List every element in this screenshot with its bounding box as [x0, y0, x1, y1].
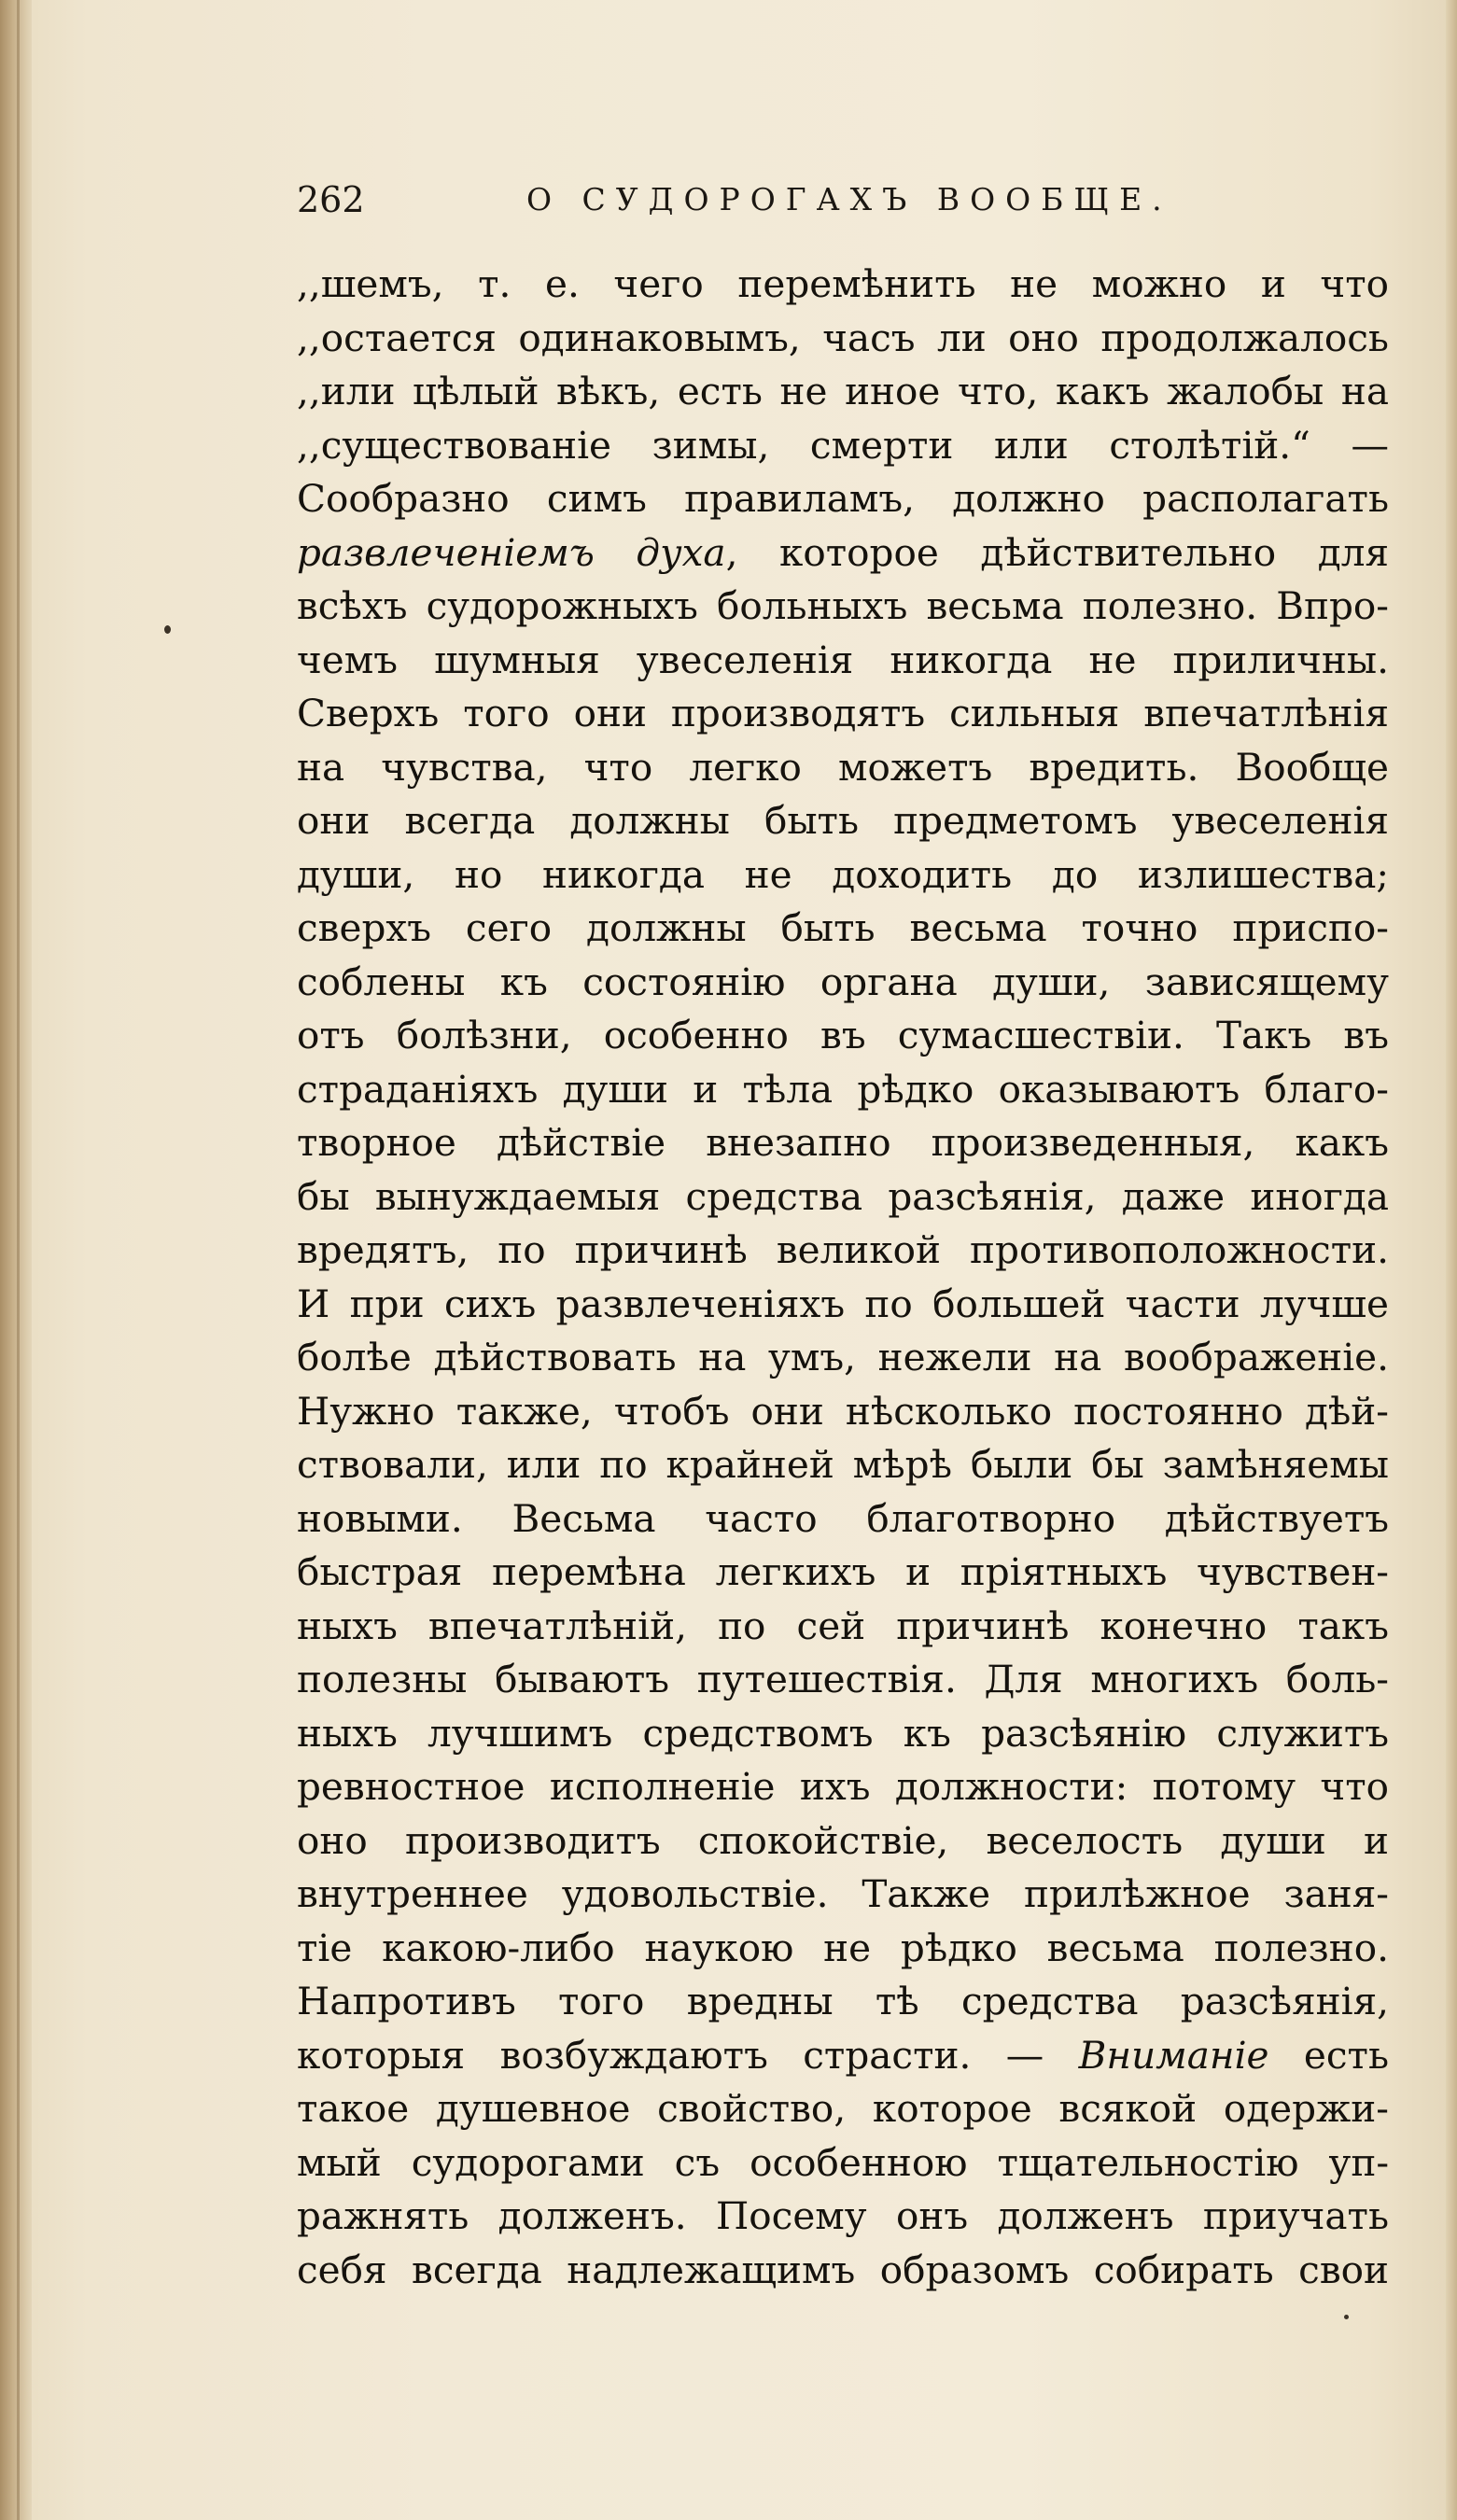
line-text: ,,существованіе зимы, смерти или столѣтій.“ — — [297, 422, 1389, 468]
line-text: мый судорогами съ особенною тщательностію уп- — [297, 2139, 1389, 2185]
line-text-continued: , которое дѣйствительно для — [725, 529, 1389, 575]
running-head: О СУДОРОГАХЪ ВООБЩЕ. — [526, 181, 1172, 217]
text-line — [297, 312, 1389, 366]
line-text: всѣхъ судорожныхъ больныхъ весьма полезно. Впро- — [297, 583, 1389, 628]
page-binding-shadow — [0, 0, 32, 2520]
text-line — [297, 1975, 1389, 2029]
text-line — [297, 1707, 1389, 1761]
text-line — [297, 1760, 1389, 1814]
line-text: чемъ шумныя увеселенія никогда не приличны. — [297, 637, 1389, 682]
text-line — [297, 1116, 1389, 1170]
text-line — [297, 2244, 1389, 2298]
text-line — [297, 794, 1389, 848]
line-text: оно производитъ спокойствіе, веселость души и — [297, 1817, 1389, 1863]
line-text: быстрая перемѣна легкихъ и пріятныхъ чувствен- — [297, 1549, 1389, 1594]
line-text: соблены къ состоянію органа души, зависящему — [297, 959, 1389, 1004]
text-line — [297, 1546, 1389, 1600]
line-text: такое душевное свойство, которое всякой одержи- — [297, 2086, 1389, 2131]
line-text: ,,или цѣлый вѣкъ, есть не иное что, какъ жалобы на — [297, 369, 1389, 413]
line-text: они всегда должны быть предметомъ увеселенія — [297, 798, 1389, 843]
text-line — [297, 2190, 1389, 2244]
italic-emphasis: Вниманіе — [1078, 2032, 1269, 2078]
text-line — [297, 1224, 1389, 1278]
line-text: болѣе дѣйствовать на умъ, нежели на воображеніе. — [297, 1335, 1389, 1379]
line-text: вредятъ, по причинѣ великой противоположности. — [297, 1227, 1389, 1272]
text-line — [297, 472, 1389, 526]
line-text: страданіяхъ души и тѣла рѣдко оказываютъ благо- — [297, 1066, 1389, 1112]
text-line — [297, 687, 1389, 741]
text-line — [297, 634, 1389, 688]
text-line — [297, 365, 1389, 419]
line-text: ныхъ впечатлѣній, по сей причинѣ конечно такъ — [297, 1603, 1389, 1648]
line-text: ныхъ лучшимъ средствомъ къ разсѣянію служитъ — [297, 1710, 1389, 1756]
text-line — [297, 258, 1389, 312]
line-text-continued: есть — [1268, 2032, 1389, 2078]
text-line — [297, 1331, 1389, 1385]
line-text: бы вынуждаемыя средства разсѣянія, даже иногда — [297, 1173, 1389, 1219]
text-line — [297, 1868, 1389, 1922]
text-line — [297, 848, 1389, 903]
line-text: внутреннее удовольствіе. Также прилѣжное заня- — [297, 1871, 1389, 1916]
text-line — [297, 1653, 1389, 1707]
text-line — [297, 902, 1389, 956]
text-line — [297, 1009, 1389, 1063]
text-line — [297, 2136, 1389, 2191]
text-line — [297, 2082, 1389, 2136]
text-line — [297, 741, 1389, 795]
text-line — [297, 1492, 1389, 1547]
line-text: ,,шемъ, т. е. чего перемѣнить не можно и что — [297, 261, 1389, 306]
page-binding-edge — [17, 0, 20, 2520]
line-text: творное дѣйствіе внезапно произведенныя, какъ — [297, 1120, 1389, 1165]
line-text: ревностное исполненіе ихъ должности: потому что — [297, 1764, 1389, 1809]
line-text: Нужно также, чтобъ они нѣсколько постоянно дѣй- — [297, 1388, 1389, 1434]
text-line — [297, 1063, 1389, 1117]
text-line — [297, 2029, 1389, 2083]
text-line — [297, 956, 1389, 1010]
italic-emphasis: развлеченіемъ духа — [297, 529, 726, 575]
paper-speck — [164, 625, 171, 634]
text-line — [297, 419, 1389, 473]
line-text: сверхъ сего должны быть весьма точно приспо- — [297, 905, 1389, 950]
page-right-edge — [1446, 0, 1457, 2520]
line-text: ствовали, или по крайней мѣрѣ были бы замѣняемы — [297, 1442, 1389, 1487]
page-number: 262 — [297, 179, 365, 220]
text-line — [297, 1814, 1389, 1869]
line-text: новыми. Весьма часто благотворно дѣйствуетъ — [297, 1495, 1389, 1541]
line-text: отъ болѣзни, особенно въ сумасшествіи. Такъ въ — [297, 1013, 1389, 1057]
text-line — [297, 526, 1389, 581]
line-text: И при сихъ развлеченіяхъ по большей части лучше — [297, 1281, 1389, 1326]
text-line — [297, 1438, 1389, 1492]
line-text: Сверхъ того они производятъ сильныя впечатлѣнія — [297, 691, 1389, 735]
line-text: ражнять долженъ. Посему онъ долженъ приучать — [297, 2193, 1389, 2238]
line-text: которыя возбуждаютъ страсти. — — [297, 2032, 1079, 2078]
line-text: Сообразно симъ правиламъ, должно располагать — [297, 476, 1389, 521]
text-line — [297, 1278, 1389, 1332]
text-line — [297, 1385, 1389, 1439]
page-header — [297, 179, 1380, 235]
line-text: полезны бываютъ путешествія. Для многихъ боль- — [297, 1657, 1389, 1701]
line-text: тіе какою-либо наукою не рѣдко весьма полезно. — [297, 1925, 1389, 1970]
text-line — [297, 580, 1389, 634]
text-line — [297, 1170, 1389, 1225]
text-line — [297, 1922, 1389, 1976]
body-text — [297, 258, 1389, 2297]
paper-speck — [1344, 2315, 1349, 2319]
text-line — [297, 1600, 1389, 1654]
line-text: себя всегда надлежащимъ образомъ собирать свои — [297, 2247, 1389, 2292]
line-text: на чувства, что легко можетъ вредить. Вообще — [297, 744, 1389, 790]
line-text: Напротивъ того вредны тѣ средства разсѣянія, — [297, 1979, 1389, 2023]
line-text: души, но никогда не доходить до излишества; — [297, 851, 1389, 897]
line-text: ,,остается одинаковымъ, часъ ли оно продолжалось — [297, 315, 1389, 360]
